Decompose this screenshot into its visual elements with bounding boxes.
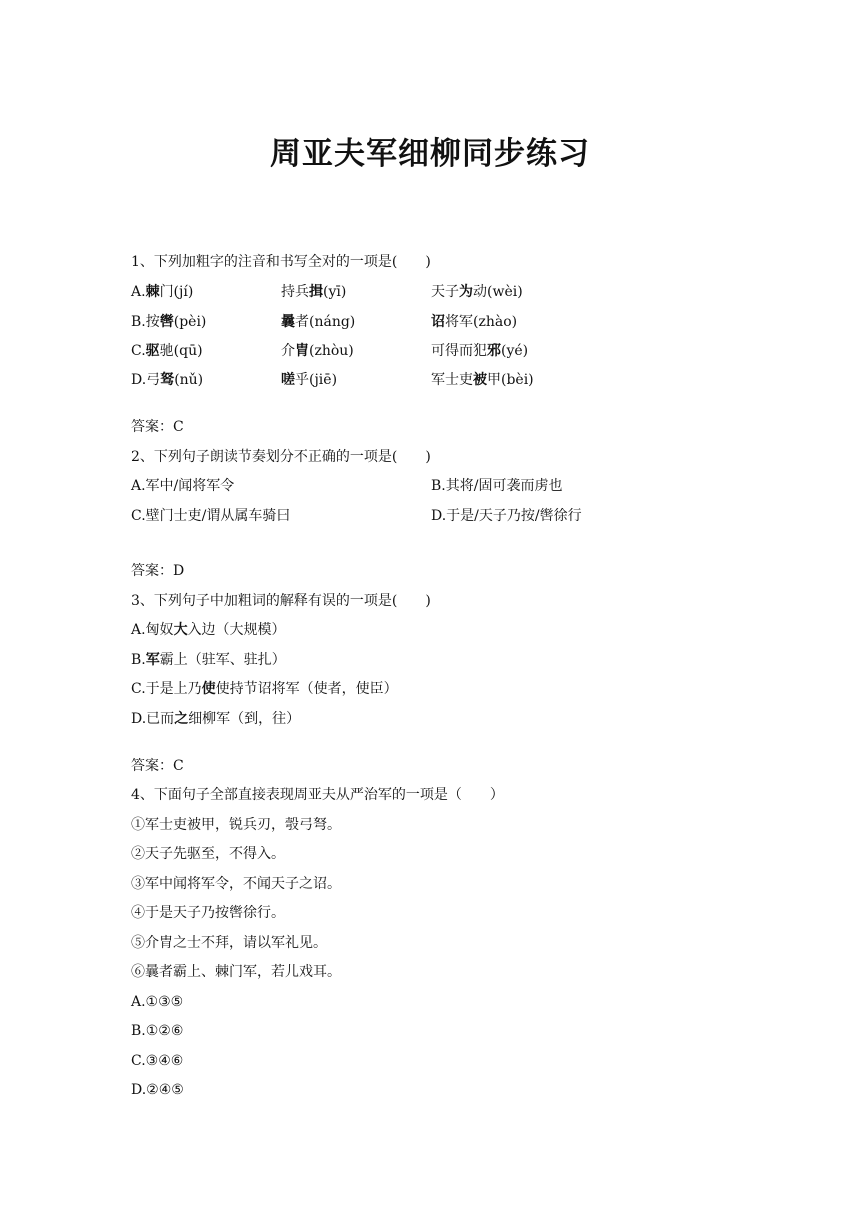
option-a: A.军中/闻将军令 <box>131 478 235 494</box>
option-c2: 介胄(zhòu) <box>281 343 354 359</box>
question-2-answer: 答案：D <box>131 563 185 579</box>
option-c: C.③④⑥ <box>131 1053 184 1069</box>
question-2-row-2 <box>131 507 751 525</box>
sentence-4: ④于是天子乃按辔徐行。 <box>131 905 285 921</box>
option-b3: 诏将军(zhào) <box>431 314 518 330</box>
sentence-5: ⑤介胄之士不拜，请以军礼见。 <box>131 935 327 951</box>
question-2-row-1 <box>131 477 751 495</box>
option-d3: 军士吏被甲(bèi) <box>431 372 534 388</box>
question-3-stem: 3、下列句子中加粗词的解释有误的一项是( ) <box>131 593 431 609</box>
option-b1: B.按辔(pèi) <box>131 314 207 330</box>
question-1-answer: 答案：C <box>131 419 184 435</box>
option-b: B.军霸上（驻军、驻扎） <box>131 652 286 668</box>
option-b2: 曩者(náng) <box>281 314 356 330</box>
option-d: D.②④⑤ <box>131 1082 184 1098</box>
question-3-answer: 答案：C <box>131 758 184 774</box>
page-title: 周亚夫军细柳同步练习 <box>270 136 590 172</box>
question-2-stem: 2、下列句子朗读节奏划分不正确的一项是( ) <box>131 449 431 465</box>
question-1-row-d <box>131 371 751 389</box>
question-1-row-a <box>131 283 751 301</box>
option-d: D.已而之细柳军（到，往） <box>131 711 301 727</box>
question-4-stem: 4、下面句子全部直接表现周亚夫从严治军的一项是（ ） <box>131 787 504 803</box>
option-a: A.匈奴大入边（大规模） <box>131 622 286 638</box>
option-a1: A.棘门(jí) <box>131 284 194 300</box>
option-c1: C.驱驰(qū) <box>131 343 203 359</box>
sentence-6: ⑥曩者霸上、棘门军，若儿戏耳。 <box>131 964 341 980</box>
option-c: C.于是上乃使使持节诏将军（使者，使臣） <box>131 681 398 697</box>
option-d: D.于是/天子乃按/辔徐行 <box>431 508 582 524</box>
option-c3: 可得而犯邪(yé) <box>431 343 529 359</box>
option-a: A.①③⑤ <box>131 994 184 1010</box>
option-d1: D.弓驽(nǔ) <box>131 372 204 388</box>
sentence-3: ③军中闻将军令，不闻天子之诏。 <box>131 876 341 892</box>
option-d2: 嗟乎(jiē) <box>281 372 338 388</box>
option-b: B.①②⑥ <box>131 1023 184 1039</box>
option-a3: 天子为动(wèi) <box>431 284 523 300</box>
option-c: C.壁门士吏/谓从属车骑曰 <box>131 508 291 524</box>
sentence-2: ②天子先驱至，不得入。 <box>131 846 285 862</box>
sentence-1: ①军士吏被甲，锐兵刃，彀弓弩。 <box>131 817 341 833</box>
question-1-row-b <box>131 313 751 331</box>
question-1-row-c <box>131 342 751 360</box>
question-1-stem: 1、下列加粗字的注音和书写全对的一项是( ) <box>131 254 431 270</box>
option-a2: 持兵揖(yī) <box>281 284 347 300</box>
option-b: B.其将/固可袭而虏也 <box>431 478 563 494</box>
